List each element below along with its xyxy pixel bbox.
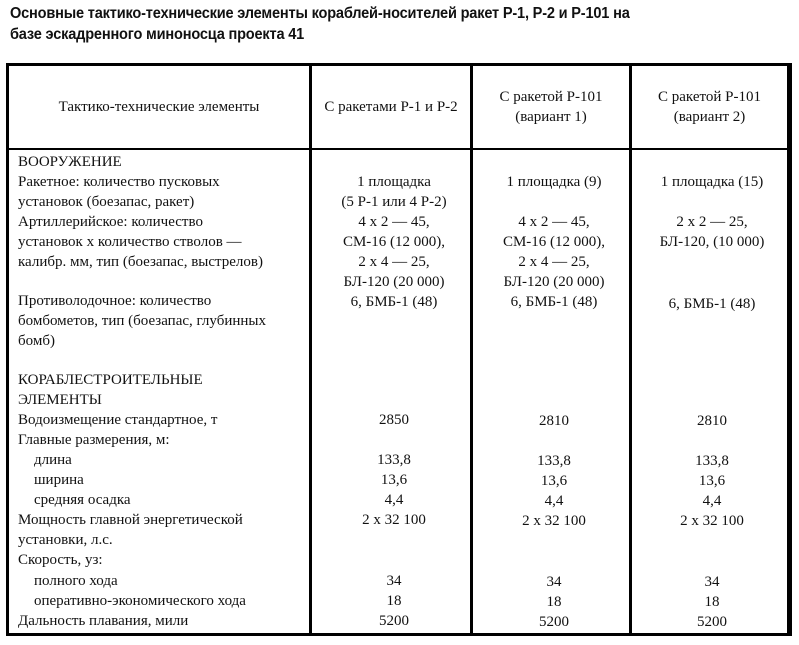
missile-value: 1 площадка (9) — [506, 174, 602, 190]
title-line-2: базе эскадренного миноносца проекта 41 — [10, 26, 305, 43]
draft-value: 4,4 — [702, 493, 722, 509]
range-value: 5200 — [379, 613, 409, 629]
label-asw-2: бомбометов, тип (боезапас, глубинных — [18, 313, 266, 329]
beam-value: 13,6 — [698, 473, 726, 489]
length-value: 133,8 — [537, 453, 571, 469]
artillery-value: 4 х 2 — 45, — [518, 214, 590, 230]
range-value: 5200 — [697, 614, 727, 630]
label-draft: средняя осадка — [34, 492, 131, 508]
draft-value: 4,4 — [544, 493, 564, 509]
section-shipbuilding: КОРАБЛЕСТРОИТЕЛЬНЫЕ ЭЛЕМЕНТЫ — [18, 372, 203, 409]
label-artillery-2: установок х количество стволов — — [18, 234, 242, 250]
economic-speed-value: 18 — [546, 594, 562, 610]
header-divider — [9, 148, 789, 150]
label-economic-speed: оперативно-экономического хода — [34, 593, 246, 609]
length-value: 133,8 — [695, 453, 729, 469]
power-value: 2 х 32 100 — [680, 513, 744, 529]
economic-speed-value: 18 — [386, 593, 402, 609]
header-elements: Тактико-технические элементы — [58, 99, 260, 115]
artillery-value: БЛ-120 (20 000) — [343, 274, 445, 290]
label-missile-2: установок (боезапас, ракет) — [18, 194, 195, 210]
displacement-value: 2810 — [697, 413, 727, 429]
artillery-value: БЛ-120 (20 000) — [503, 274, 605, 290]
asw-value: 6, БМБ-1 (48) — [510, 294, 598, 310]
missile-value-1: 1 площадка — [357, 174, 431, 190]
title-line-1: Основные тактико-технические элементы кораблей-носителей ракет Р-1, Р-2 и Р-101 на — [10, 5, 630, 22]
beam-value: 13,6 — [540, 473, 568, 489]
label-displacement: Водоизмещение стандартное, т — [18, 412, 218, 428]
specs-table — [6, 63, 792, 636]
power-value: 2 х 32 100 — [522, 513, 586, 529]
label-missile-1: Ракетное: количество пусковых — [18, 174, 220, 190]
column-divider — [309, 66, 312, 633]
label-beam: ширина — [34, 472, 84, 488]
label-power-2: установки, л.с. — [18, 532, 113, 548]
artillery-value: 2 х 2 — 25, — [676, 214, 748, 230]
artillery-value: БЛ-120, (10 000) — [659, 234, 765, 250]
label-asw-3: бомб) — [18, 333, 55, 349]
full-speed-value: 34 — [704, 574, 720, 590]
power-value: 2 х 32 100 — [362, 512, 426, 528]
draft-value: 4,4 — [384, 492, 404, 508]
label-asw-1: Противолодочное: количество — [18, 293, 212, 309]
label-range: Дальность плавания, мили — [18, 613, 189, 629]
range-value: 5200 — [539, 614, 569, 630]
label-artillery-3: калибр. мм, тип (боезапас, выстрелов) — [18, 254, 263, 270]
artillery-value: СМ-16 (12 000), — [502, 234, 606, 250]
asw-value: 6, БМБ-1 (48) — [350, 294, 438, 310]
header-r101-v2: С ракетой Р-101 (вариант 2) — [658, 89, 761, 125]
displacement-value: 2850 — [379, 412, 409, 428]
section-armament: ВООРУЖЕНИЕ — [18, 154, 122, 170]
economic-speed-value: 18 — [704, 594, 720, 610]
full-speed-value: 34 — [386, 573, 402, 589]
beam-value: 13,6 — [380, 472, 408, 488]
header-r101-v1: С ракетой Р-101 (вариант 1) — [499, 89, 603, 125]
label-artillery-1: Артиллерийское: количество — [18, 214, 203, 230]
label-speed: Скорость, уз: — [18, 552, 103, 568]
column-r1-r2 — [315, 152, 473, 632]
missile-value-2: (5 Р-1 или 4 Р-2) — [341, 194, 447, 210]
artillery-value: 2 х 4 — 25, — [358, 254, 430, 270]
column-r101-v2 — [635, 152, 789, 632]
column-r101-v1 — [476, 152, 632, 632]
label-dimensions: Главные размерения, м: — [18, 432, 170, 448]
artillery-value: 2 х 4 — 25, — [518, 254, 590, 270]
full-speed-value: 34 — [546, 574, 562, 590]
displacement-value: 2810 — [539, 413, 569, 429]
missile-value: 1 площадка (15) — [660, 174, 764, 190]
artillery-value: СМ-16 (12 000), — [342, 234, 446, 250]
artillery-value: 4 х 2 — 45, — [358, 214, 430, 230]
length-value: 133,8 — [377, 452, 411, 468]
label-length: длина — [34, 452, 72, 468]
header-r1-r2: С ракетами Р-1 и Р-2 — [324, 99, 458, 115]
label-power-1: Мощность главной энергетической — [18, 512, 243, 528]
label-full-speed: полного хода — [34, 573, 118, 589]
document-title — [10, 3, 743, 45]
asw-value: 6, БМБ-1 (48) — [668, 296, 756, 312]
